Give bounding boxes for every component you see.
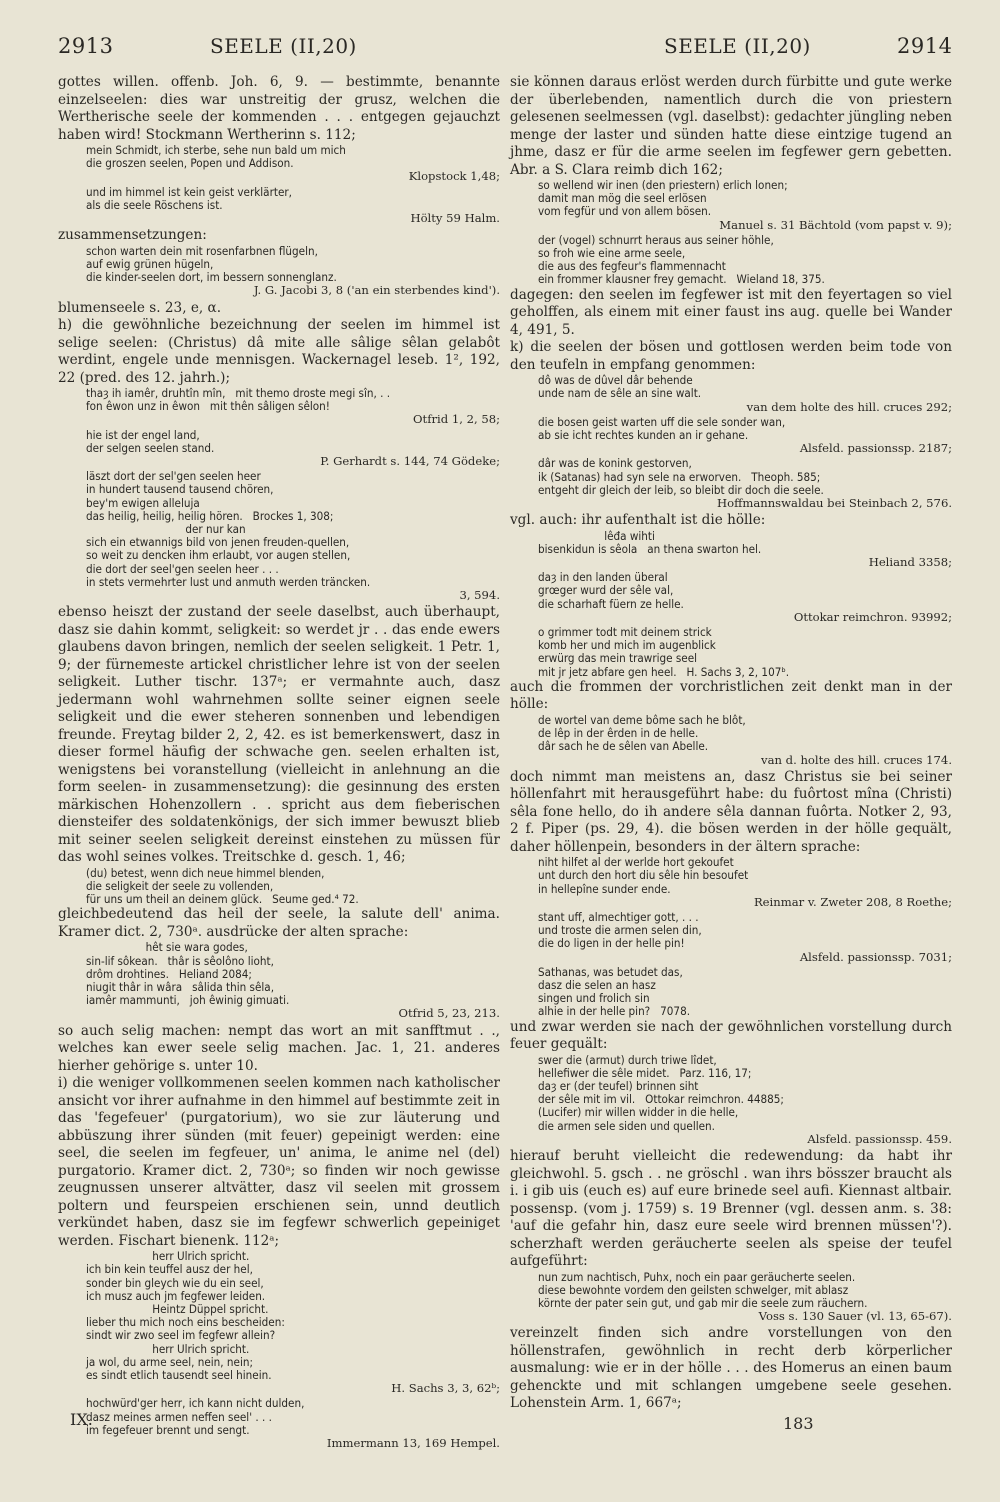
left-source-citation: P. Gerhardt s. 144, 74 Gödeke; bbox=[320, 454, 500, 469]
left-source-citation: Otfrid 1, 2, 58; bbox=[413, 412, 500, 427]
left-paragraph: zusammensetzungen: bbox=[58, 227, 207, 244]
right-source-citation: Voss s. 130 Sauer (vl. 13, 65-67). bbox=[758, 1309, 952, 1324]
right-quotation: der (vogel) schnurrt heraus aus seiner höhle, so froh wie eine arme seele, die aus des fegfeur's flammennacht ein frommer klausner frey gemacht. Wieland 18, 375. bbox=[538, 232, 825, 287]
left-quotation: hêt sie wara godes, sin-lif sôkean. thâr is sêolôno lioht, drôm drohtines. Heliand 2084; niugit thâr in wâra sâlida thin sêla, iamêr mammunti, joh êwinig gimuati. bbox=[86, 940, 290, 1008]
right-paragraph: vereinzelt finden sich andre vorstellungen von den höllenstrafen, gewöhnlich in recht derb körperlicher ausmalung: wie er in der hölle . . . des Homerus an einen baum gehenckte und mit schlangen umgebene seele gesehen. Lohenstein Arm. 1, 667ᵃ; bbox=[510, 1325, 952, 1412]
right-source-citation: Heliand 3358; bbox=[868, 555, 952, 570]
left-paragraph: i) die weniger vollkommenen seelen kommen nach katholischer ansicht vor ihrer aufnahme in den himmel auf bestimmte zeit in das 'fegefeuer' (purgatorium), wo sie zur läuterung und abbüszung ihrer sünden (mit feuer) gepeinigt werden: eine seel, die seelen im fegfeuer, un' anima, le anime nel (del) purgatorio. Kramer dict. 2, 730ᵃ; so finden wir noch gewisse zeugnussen unserer altvätter, dasz vil seelen mit grossem poltern und feurspeien erschienen sein, unnd deutlich verkündet haben, dasz sie im fegfewr schwerlich gepeiniget werden. Fischart bienenk. 112ᵃ; bbox=[58, 1075, 500, 1249]
right-source-citation: Manuel s. 31 Bächtold (vom papst v. 9); bbox=[719, 217, 952, 232]
left-quotation: und im himmel ist kein geist verklärter, als die seele Röschens ist. bbox=[86, 184, 292, 212]
left-quotation: thaȝ ih iamêr, druhtîn mîn, mit themo droste megi sîn, . . fon êwon unz in êwon mit thên sâligen sêlon! bbox=[86, 386, 391, 414]
right-paragraph: doch nimmt man meistens an, dasz Christus sie bei seiner höllenfahrt mit herausgeführt habe: du fuôrtost mîna (Christi) sêla fone hello, do ih andere sêla dannan fuôrta. Notker 2, 93, 2 f. Piper (ps. 29, 4). die bösen werden in der hölle gequält, daher höllenpein, besonders in der ältern sprache: bbox=[510, 768, 952, 855]
right-quotation: die bosen geist warten uff die sele sonder wan, ab sie icht rechtes kunden an ir gehane. bbox=[538, 414, 786, 442]
right-quotation: niht hilfet al der werlde hort gekoufet unt durch den hort diu sêle hin besoufet in hellepîne sunder ende. bbox=[538, 855, 749, 896]
right-column bbox=[510, 74, 952, 1412]
left-quotation: mein Schmidt, ich sterbe, sehe nun bald um mich die groszen seelen, Popen und Addison. bbox=[86, 143, 346, 171]
right-quotation: daȝ in den landen überal grœger wurd der sêle val, die scharhaft füern ze helle. bbox=[538, 570, 684, 611]
right-quotation: lêđa wihti bisenkidun is sêola an thena swarton hel. bbox=[538, 528, 762, 556]
right-source-citation: Alsfeld. passionssp. 7031; bbox=[799, 949, 952, 964]
left-source-citation: Hölty 59 Halm. bbox=[410, 211, 500, 226]
left-paragraph: blumenseele s. 23, e, α. bbox=[58, 299, 222, 316]
right-source-citation: van d. holte des hill. cruces 174. bbox=[761, 752, 952, 767]
right-paragraph: hierauf beruht vielleicht die redewendung: da habt ihr gleichwohl. 5. gsch . . ne gröschl . wan ihrs bösszer braucht als i. i gib uis (euch es) auf eure brinede seel aufi. Kiennast altbair. possensp. (vom j. 1759) s. 19 Brenner (vgl. dessen anm. s. 38: 'auf die gefahr hin, dasz eure seele wird brennen müssen'?). scherzhaft werden geräucherte seelen als speise der teufel aufgeführt: bbox=[510, 1148, 952, 1270]
page-marker: 183 bbox=[783, 1414, 814, 1433]
right-quotation: stant uff, almechtiger gott, . . . und troste die armen selen din, die do ligen in der helle pin! bbox=[538, 910, 702, 951]
left-quotation: hochwürd'ger herr, ich kann nicht dulden, dasz meines armen neffen seel' . . . im fegefeuer brennt und sengt. bbox=[86, 1396, 305, 1437]
left-quotation: läszt dort der sel'gen seelen heer in hundert tausend tausend chören, bey'm ewigen alleluja das heilig, heilig, heilig hören. Brockes 1, 308; der nur kan sich ein etwannigs bild von jenen freuden-quellen, so weit zu dencken ihm erlaubt, vor augen stellen, die dort der seel'gen seelen heer . . . in stets vermehrter lust und anmuth werden träncken. bbox=[86, 469, 371, 589]
left-source-citation: Klopstock 1,48; bbox=[408, 169, 500, 184]
right-paragraph: dagegen: den seelen im fegfewer ist mit den feyertagen so viel geholffen, als einem mit einer faust ins aug. quelle bei Wander 4, 491, 5. bbox=[510, 286, 952, 338]
left-source-citation: H. Sachs 3, 3, 62ᵇ; bbox=[391, 1381, 500, 1396]
right-quotation: de wortel van deme bôme sach he blôt, de lêp in der êrden in de helle. dâr sach he de sêlen van Abelle. bbox=[538, 712, 746, 754]
left-quotation: schon warten dein mit rosenfarbnen flügeln, auf ewig grünen hügeln, die kinder-seelen dort, im bessern sonnenglanz. bbox=[86, 243, 337, 285]
right-source-citation: Reinmar v. Zweter 208, 8 Roethe; bbox=[753, 894, 952, 909]
right-source-citation: Hoffmannswaldau bei Steinbach 2, 576. bbox=[717, 495, 952, 510]
right-quotation: Sathanas, was betudet das, dasz die selen an hasz singen und frolich sin alhie in der helle pin? 7078. bbox=[538, 964, 691, 1019]
right-page-number: 2914 bbox=[897, 34, 953, 58]
right-paragraph: k) die seelen der bösen und gottlosen werden beim tode von den teufeln in empfang genommen: bbox=[510, 339, 952, 373]
right-paragraph: auch die frommen der vorchristlichen zeit denkt man in der hölle: bbox=[510, 678, 952, 713]
right-paragraph: sie können daraus erlöst werden durch fürbitte und gute werke der überlebenden, namentlich durch die von priestern gelesenen seelmessen (vgl. daselbst): gedachter jüngling neben menge der laster und sünden hatte diese eintzige tugend an jhme, dasz er für die arme seelen im fegfewer gern gebetten. Abr. a S. Clara reimb dich 162; bbox=[510, 74, 952, 178]
right-paragraph: und zwar werden sie nach der gewöhnlichen vorstellung durch feuer gequält: bbox=[510, 1018, 952, 1053]
left-paragraph: so auch selig machen: nempt das wort an mit sanfftmut . ., welches kan ewer seele selig machen. Jac. 1, 21. anderes hierher gehörige s. unter 10. bbox=[58, 1022, 500, 1074]
left-page-number: 2913 bbox=[58, 34, 114, 58]
right-source-citation: Alsfeld. passionssp. 459. bbox=[807, 1131, 952, 1146]
right-quotation: dâr was de konink gestorven, ik (Satanas) had syn sele na erworven. Theoph. 585; entgeht dir gleich der leib, so bleibt dir doch die seele. bbox=[538, 456, 824, 497]
left-source-citation: Immermann 13, 169 Hempel. bbox=[326, 1435, 500, 1450]
right-source-citation: Alsfeld. passionssp. 2187; bbox=[799, 441, 952, 456]
right-source-citation: Ottokar reimchron. 93992; bbox=[793, 609, 952, 624]
left-column bbox=[58, 74, 500, 1450]
right-quotation: so wellend wir inen (den priestern) erlich lonen; damit man mög die seel erlösen vom fegfür und von allem bösen. bbox=[538, 178, 788, 219]
left-quotation: herr Ulrich spricht. ich bin kein teuffel ausz der hel, sonder bin gleych wie du ein seel, ich musz auch jm fegfewer leiden. Heintz Düppel spricht. lieber thu mich noch eins bescheiden: sindt wir zwo seel im fegfewr allein? herr Ulrich spricht. ja wol, du arme seel, nein, nein; es sindt etlich tausendt seel hinein. bbox=[86, 1249, 285, 1382]
left-quotation: hie ist der engel land, der selgen seelen stand. bbox=[86, 427, 215, 455]
right-source-citation: van dem holte des hill. cruces 292; bbox=[746, 399, 952, 414]
left-source-citation: 3, 594. bbox=[459, 588, 500, 603]
left-running-title: SEELE (II,20) bbox=[210, 34, 357, 58]
right-quotation: swer die (armut) durch triwe lîdet, hellefiwer die sêle midet. Parz. 116, 17; daȝ er (der teufel) brinnen siht der sêle mit im vil. Ottokar reimchron. 44885; (Lucifer) mir willen widder in die helle, die armen sele siden und quellen. bbox=[538, 1052, 784, 1133]
left-source-citation: J. G. Jacobi 3, 8 ('an ein sterbendes kind'). bbox=[253, 283, 500, 298]
left-paragraph: gleichbedeutend das heil der seele, la salute dell' anima. Kramer dict. 2, 730ᵃ. ausdrücke der alten sprache: bbox=[58, 906, 500, 940]
signature-mark: IX. bbox=[70, 1410, 93, 1429]
left-paragraph: h) die gewöhnliche bezeichnung der seelen im himmel ist selige seelen: (Christus) dâ mite alle sâlige sêlan gelabôt werdint, engele unde mennisgen. Wackernagel leseb. 1², 192, 22 (pred. des 12. jahrh.); bbox=[58, 317, 500, 386]
right-quotation: dô was de dûvel dâr behende unde nam de sêle an sine walt. bbox=[538, 373, 702, 401]
right-running-title: SEELE (II,20) bbox=[664, 34, 811, 58]
left-source-citation: Otfrid 5, 23, 213. bbox=[398, 1006, 500, 1021]
left-paragraph: gottes willen. offenb. Joh. 6, 9. — bestimmte, benannte einzelseelen: dies war unstreitig der grusz, welchen die Wertherische seele der kommenden . . . entgegen gejauchzt haben wird! Stockmann Wertherinn s. 112; bbox=[58, 74, 500, 143]
right-paragraph: vgl. auch: ihr aufenthalt ist die hölle: bbox=[510, 512, 766, 529]
left-paragraph: ebenso heiszt der zustand der seele daselbst, auch überhaupt, dasz sie dahin kommt, seligkeit: so werdet jr . . das ende ewers glaubens davon bringen, nemlich der seelen seligkeit. 1 Petr. 1, 9; der fürnemeste artickel christlicher lehre ist von der seelen seligkeit. Luther tischr. 137ᵃ; er vermahnte auch, dasz jedermann wohl wahrnehmen sollte seiner eignen seele seligkeit und die ewer steheren sonnenben und lebendigen freunde. Freytag bilder 2, 2, 42. es ist bemerkenswert, dasz in dieser formel häufig der schwache gen. seelen erhalten ist, wenigstens bei voranstellung (vielleicht in anlehnung an die form seelen- in zusammensetzung): die gesinnung des ersten märkischen Hohenzollern . . spricht aus dem fieberischen diensteifer des soldatenkönigs, der sich immer bewuszt blieb mit seiner seelen seligkeit dereinst einstehen zu müssen für das wohl seines volkes. Treitschke d. gesch. 1, 46; bbox=[58, 604, 500, 866]
left-quotation: (du) betest, wenn dich neue himmel blenden, die seligkeit der seele zu vollenden, für uns um theil an deinem glück. Seume ged.⁴ 72. bbox=[86, 865, 359, 907]
right-quotation: o grimmer todt mit deinem strick komb her und mich im augenblick erwürg das mein trawrige seel mit jr jetz abfare gen heel. H. Sachs 3, 2, 107ᵇ. bbox=[538, 625, 790, 679]
right-quotation: nun zum nachtisch, Puhx, noch ein paar geräucherte seelen. diese bewohnte vordem den geilsten schwelger, mit ablasz körnte der pater sein gut, und gab mir die seele zum räuchern. bbox=[538, 1269, 868, 1310]
